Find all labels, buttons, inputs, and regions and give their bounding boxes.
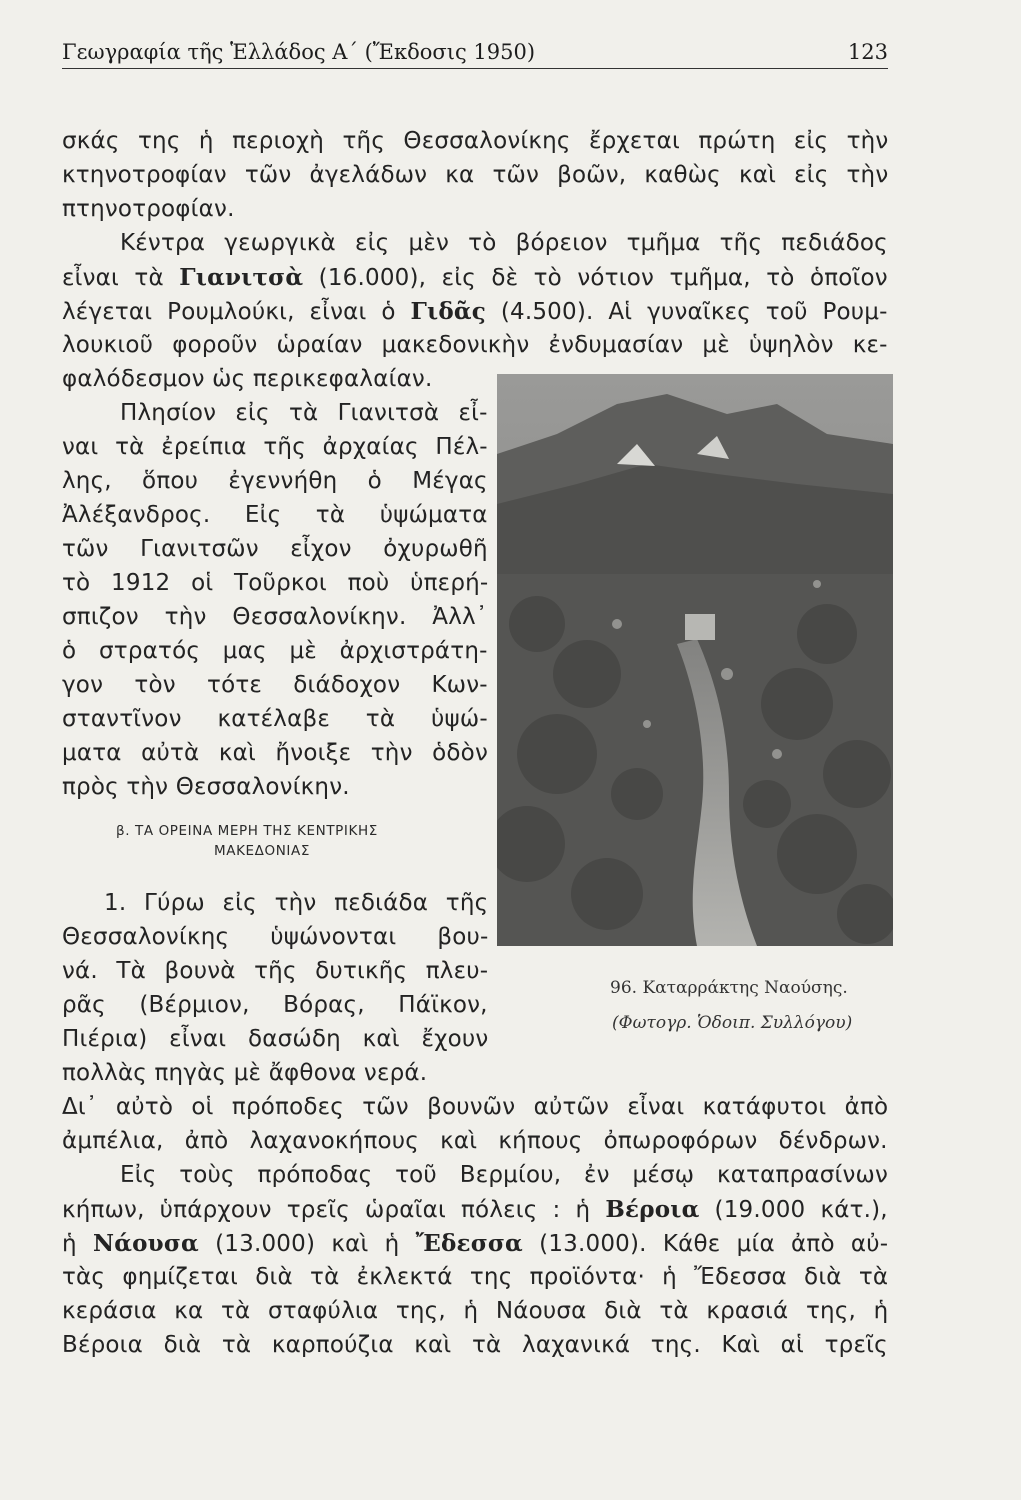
text-line: λης, ὅπου ἐγεννήθη ὁ Μέγας	[62, 468, 488, 494]
text-segment: (13.000) καὶ ἡ	[198, 1231, 416, 1257]
text-line: Ἀλέξανδρος. Εἰς τὰ ὑψώματα	[62, 502, 488, 528]
text-line: Πιέρια) εἶναι δασώδη καὶ ἔχουν	[62, 1026, 489, 1052]
text-line: ναι τὰ ἐρείπια τῆς ἀρχαίας Πέλ-	[62, 434, 488, 460]
text-line: ὁ στρατός μας μὲ ἀρχιστράτη-	[62, 638, 488, 664]
text-line: σπιζον τὴν Θεσσαλονίκην. Ἀλλ᾿	[62, 604, 488, 630]
text-line: ματα αὐτὰ καὶ ἤνοιξε τὴν ὁδὸν	[62, 740, 489, 766]
text-segment: (19.000 κάτ.),	[699, 1197, 888, 1223]
text-line: Εἰς τοὺς πρόποδας τοῦ Βερμίου, ἐν μέσῳ καταπρασίνων	[120, 1162, 889, 1188]
bold-place-name: Βέροια	[605, 1196, 700, 1223]
text-line	[62, 1196, 888, 1223]
text-line: ρᾶς (Βέρμιον, Βόρας, Πάϊκον,	[62, 992, 488, 1018]
waterfall-photo	[497, 374, 893, 946]
text-line: Κέντρα γεωργικὰ εἰς μὲν τὸ βόρειον τμῆμα τῆς πεδιάδος	[120, 230, 888, 256]
text-line: κτηνοτροφίαν τῶν ἀγελάδων κα τῶν βοῶν, καθὼς καὶ εἰς τὴν	[62, 162, 889, 188]
text-line	[62, 264, 888, 291]
text-line: κεράσια κα τὰ σταφύλια της, ἡ Νάουσα διὰ τὰ κρασιά της, ἡ	[62, 1298, 889, 1324]
text-line: τῶν Γιανιτσῶν εἶχον ὀχυρωθῆ	[62, 536, 488, 562]
text-line: τὸ 1912 οἱ Τοῦρκοι ποὺ ὑπερή-	[62, 570, 489, 596]
text-line: 1. Γύρω εἰς τὴν πεδιάδα τῆς	[104, 890, 489, 916]
text-line	[62, 1230, 888, 1257]
text-segment: (13.000). Κάθε μία ἀπὸ αὐ-	[522, 1231, 889, 1257]
text-line: τὰς φημίζεται διὰ τὰ ἐκλεκτά της προϊόντα· ἡ Ἔδεσσα διὰ τὰ	[62, 1264, 889, 1290]
text-segment: (4.500). Αἱ γυναῖκες τοῦ Ρουμ-	[485, 299, 888, 325]
text-line: Βέροια διὰ τὰ καρπούζια καὶ τὰ λαχανικά της. Καὶ αἱ τρεῖς	[62, 1332, 888, 1358]
text-line: ἀμπέλια, ἀπὸ λαχανοκήπους καὶ κήπους ὀπωροφόρων δένδρων.	[62, 1128, 888, 1154]
section-heading-line-1: β. ΤΑ ΟΡΕΙΝΑ ΜΕΡΗ ΤΗΣ ΚΕΝΤΡΙΚΗΣ	[116, 823, 378, 839]
bold-place-name: Νάουσα	[93, 1230, 199, 1257]
text-line: πρὸς τὴν Θεσσαλονίκην.	[62, 774, 350, 800]
running-header	[62, 40, 888, 64]
bold-place-name: Ἔδεσσα	[415, 1230, 523, 1257]
running-header-title: Γεωγραφία τῆς Ἑλλάδος Α΄ (Ἔκδοσις 1950)	[62, 40, 536, 64]
text-segment: (16.000), εἰς δὲ τὸ νότιον τμῆμα, τὸ ὁποῖον	[303, 265, 888, 291]
text-segment: εἶναι τὰ	[62, 265, 180, 291]
text-line	[62, 298, 888, 325]
section-heading-line-2: ΜΑΚΕΔΟΝΙΑΣ	[214, 843, 310, 859]
figure-caption: 96. Καταρράκτης Ναούσης.	[610, 978, 848, 998]
page-number: 123	[847, 40, 888, 64]
text-segment: ἡ	[62, 1231, 93, 1257]
text-line: φαλόδεσμον ὡς περικεφαλαίαν.	[62, 366, 433, 392]
text-line: Πλησίον εἰς τὰ Γιανιτσὰ εἶ-	[120, 400, 488, 426]
text-segment: κήπων, ὑπάρχουν τρεῖς ὡραῖαι πόλεις : ἡ	[62, 1197, 606, 1223]
text-line: Θεσσαλονίκης ὑψώνονται βου-	[62, 924, 489, 950]
header-rule	[62, 68, 888, 69]
text-line: λουκιοῦ φοροῦν ὡραίαν μακεδονικὴν ἐνδυμασίαν μὲ ὑψηλὸν κε-	[62, 332, 888, 358]
text-line: γον τὸν τότε διάδοχον Κων-	[62, 672, 488, 698]
text-segment: λέγεται Ρουμλούκι, εἶναι ὁ	[62, 299, 411, 325]
text-line: σταντῖνον κατέλαβε τὰ ὑψώ-	[62, 706, 488, 732]
bold-place-name: Γιανιτσὰ	[179, 264, 304, 291]
text-line: Δι᾿ αὐτὸ οἱ πρόποδες τῶν βουνῶν αὐτῶν εἶναι κατάφυτοι ἀπὸ	[62, 1094, 889, 1120]
text-line: σκάς της ἡ περιοχὴ τῆς Θεσσαλονίκης ἔρχεται πρώτη εἰς τὴν	[62, 128, 889, 154]
bold-place-name: Γιδᾶς	[410, 298, 486, 325]
text-line: πτηνοτροφίαν.	[62, 196, 235, 222]
figure-credit: (Φωτογρ. Ὁδοιπ. Συλλόγου)	[612, 1013, 853, 1033]
text-line: νά. Τὰ βουνὰ τῆς δυτικῆς πλευ-	[62, 958, 489, 984]
text-line: πολλὰς πηγὰς μὲ ἄφθονα νερά.	[62, 1060, 428, 1086]
